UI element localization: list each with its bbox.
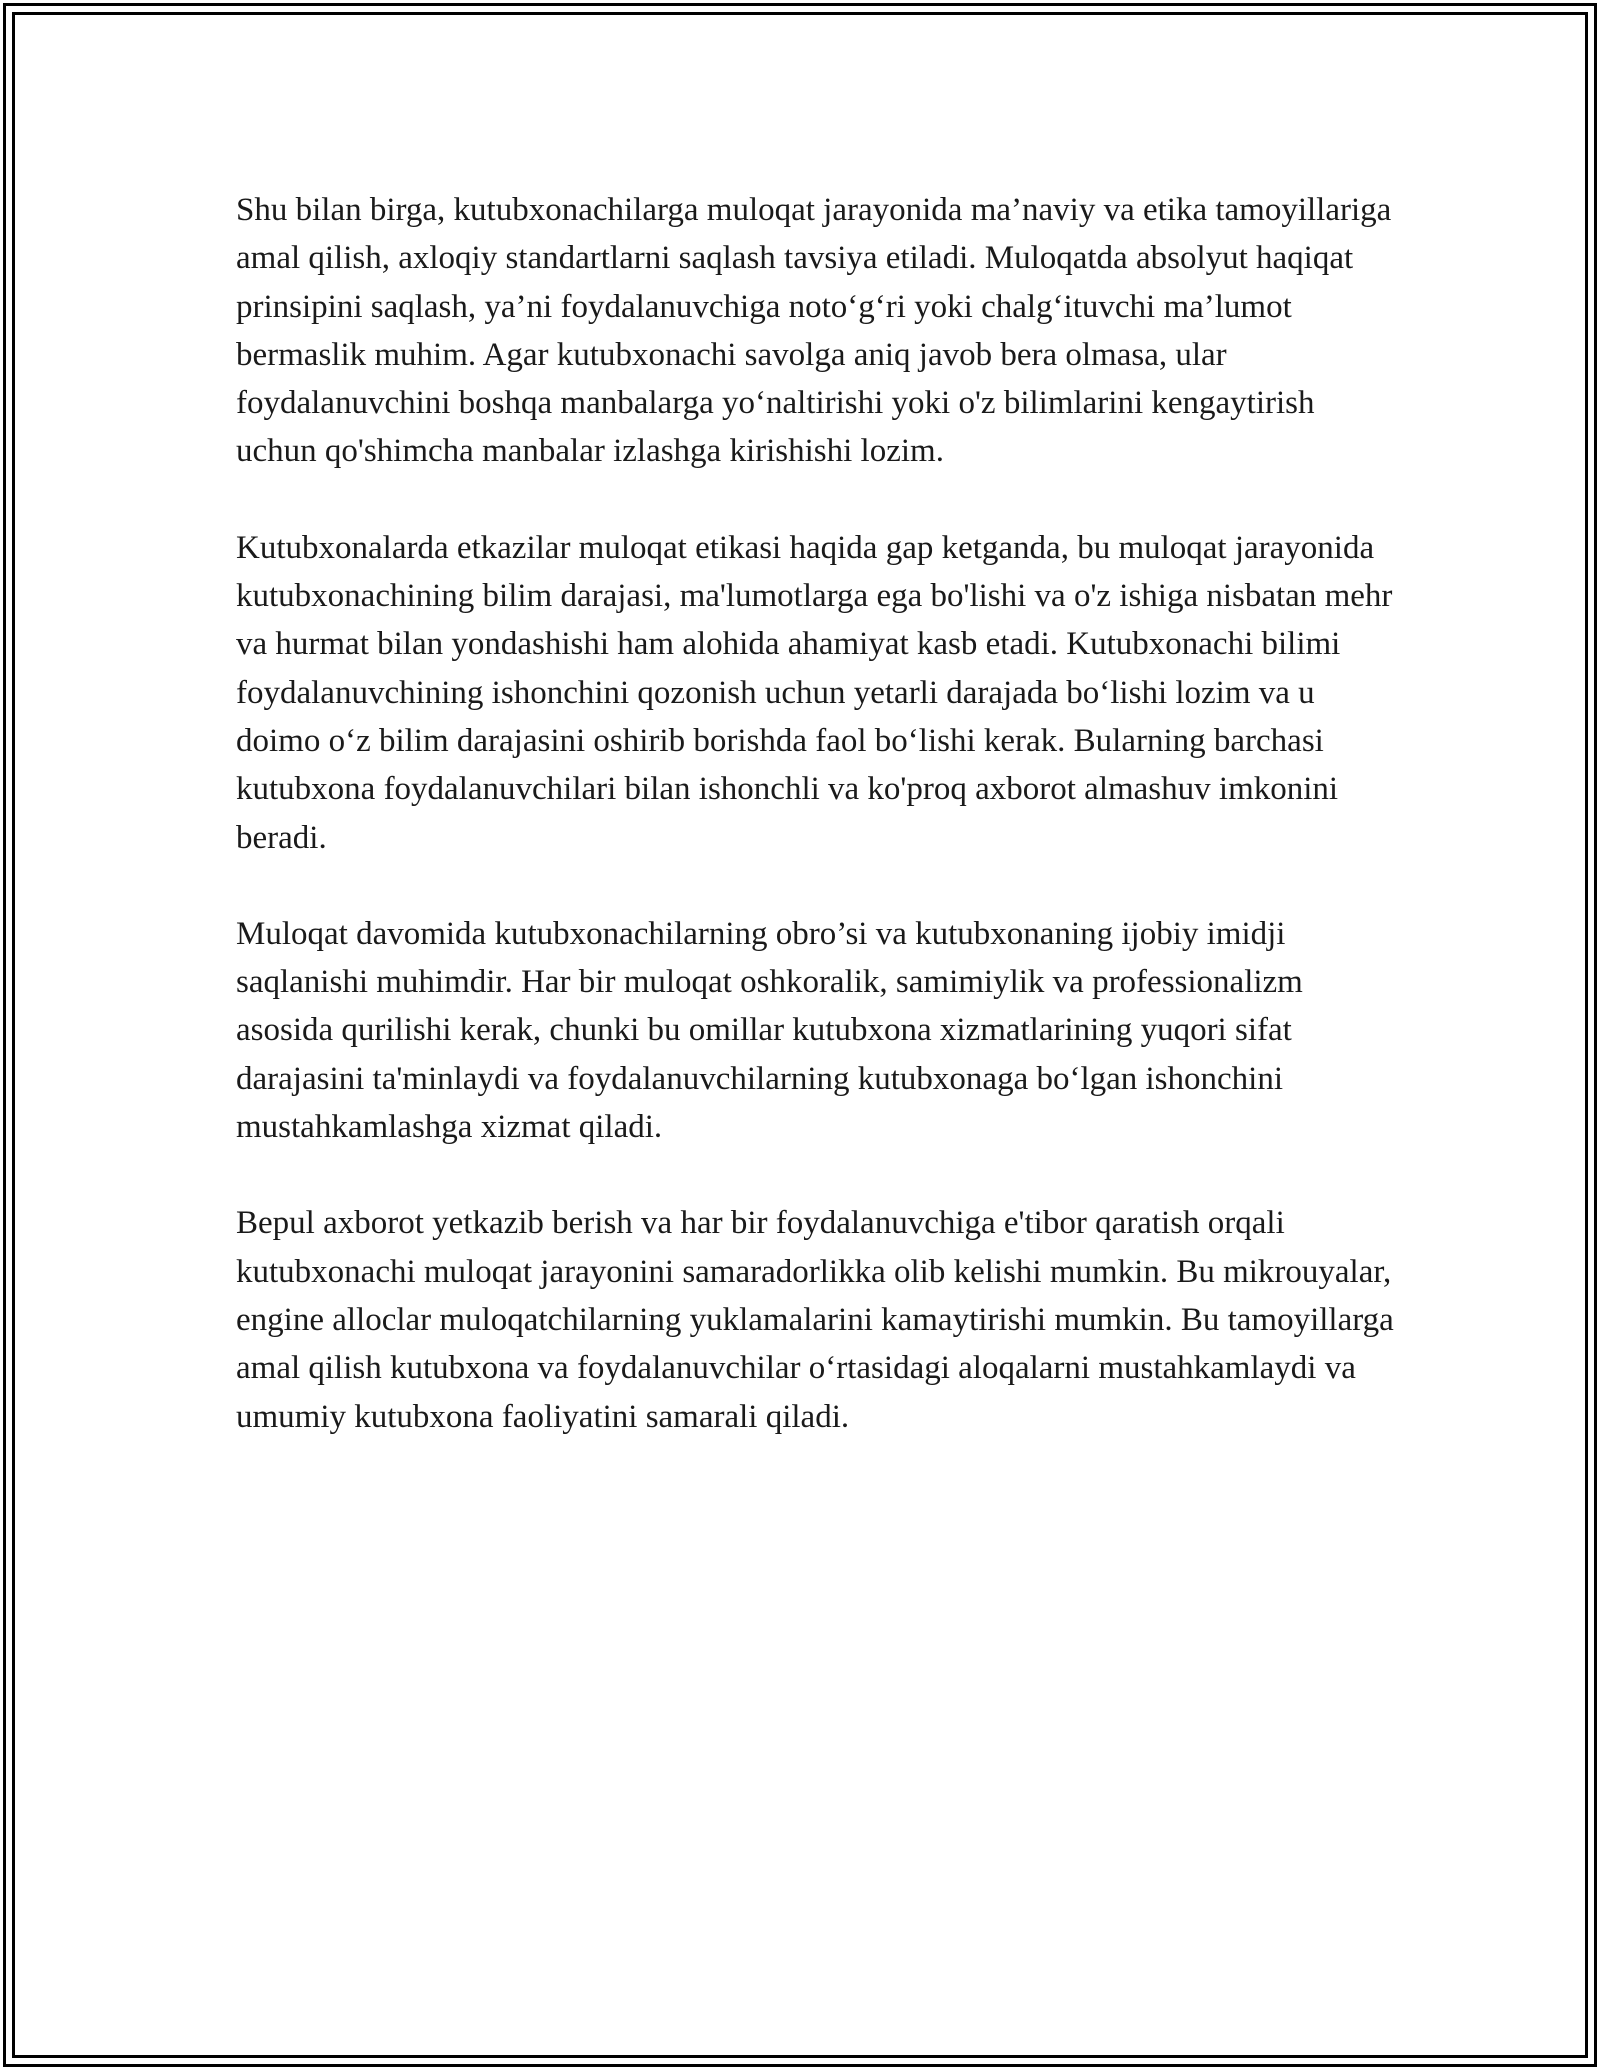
- paragraph-3: Muloqat davomida kutubxonachilarning obro’si va kutubxonaning ijobiy imidji saqlanishi muhimdir. Har bir muloqat oshkoralik, samimiylik va professionalizm asosida qurilishi kerak, chunki bu omillar kutubxona xizmatlarining yuqori sifat darajasini ta'minlaydi va foydalanuvchilarning kutubxonaga bo‘lgan ishonchini mustahkamlashga xizmat qiladi.: [236, 915, 1303, 1146]
- document-body: [236, 186, 1396, 1489]
- paragraph-1: Shu bilan birga, kutubxonachilarga muloqat jarayonida ma’naviy va etika tamoyillariga amal qilish, axloqiy standartlarni saqlash tavsiya etiladi. Muloqatda absolyut haqiqat prinsipini saqlash, ya’ni foydalanuvchiga noto‘g‘ri yoki chalg‘ituvchi ma’lumot bermaslik muhim. Agar kutubxonachi savolga aniq javob bera olmasa, ular foydalanuvchini boshqa manbalarga yo‘naltirishi yoki o'z bilimlarini kengaytirish uchun qo'shimcha manbalar izlashga kirishishi lozim.: [236, 192, 1392, 470]
- paragraph-4: Bepul axborot yetkazib berish va har bir foydalanuvchiga e'tibor qaratish orqali kutubxonachi muloqat jarayonini samaradorlikka olib kelishi mumkin. Bu mikrouyalar, engine alloclar muloqatchilarning yuklamalarini kamaytirishi mumkin. Bu tamoyillarga amal qilish kutubxona va foydalanuvchilar o‘rtasidagi aloqalarni mustahkamlaydi va umumiy kutubxona faoliyatini samarali qiladi.: [236, 1205, 1394, 1435]
- paragraph-2: Kutubxonalarda etkazilar muloqat etikasi haqida gap ketganda, bu muloqat jarayonida kutubxonachining bilim darajasi, ma'lumotlarga ega bo'lishi va o'z ishiga nisbatan mehr va hurmat bilan yondashishi ham alohida ahamiyat kasb etadi. Kutubxonachi bilimi foydalanuvchining ishonchini qozonish uchun yetarli darajada bo‘lishi lozim va u doimo o‘z bilim darajasini oshirib borishda faol bo‘lishi kerak. Bularning barchasi kutubxona foydalanuvchilari bilan ishonchli va ko'proq axborot almashuv imkonini beradi.: [236, 529, 1393, 856]
